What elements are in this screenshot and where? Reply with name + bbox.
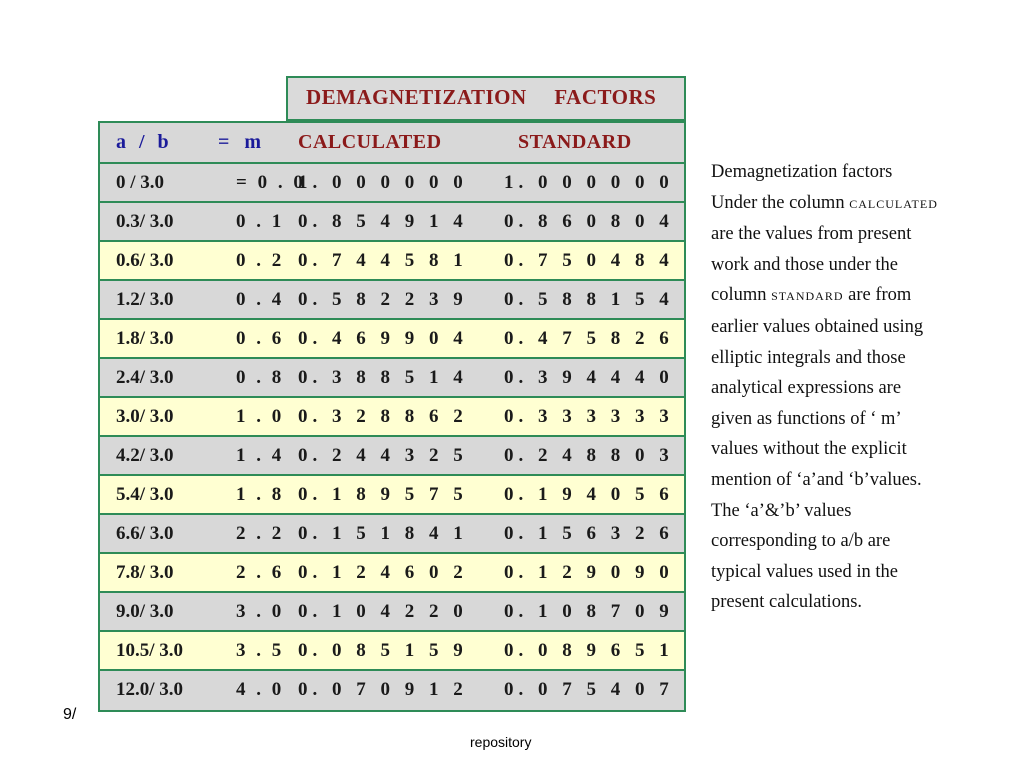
ab-cell: 2.4/ 3.0 bbox=[116, 367, 174, 388]
standard-cell: 0. 2 4 8 8 0 3 bbox=[504, 445, 674, 466]
header-m: = m bbox=[218, 131, 263, 153]
m-cell: 0 . 1 bbox=[236, 211, 285, 232]
calculated-cell: 0. 3 2 8 8 6 2 bbox=[298, 406, 468, 427]
explanation-line: are the values from present bbox=[711, 224, 912, 245]
ab-cell: 0.3/ 3.0 bbox=[116, 211, 174, 232]
explanation-line: analytical expressions are bbox=[711, 378, 902, 399]
explanation-line: earlier values obtained using bbox=[711, 316, 924, 337]
ab-cell: 0 / 3.0 bbox=[116, 172, 165, 193]
standard-cell: 0. 8 6 0 8 0 4 bbox=[504, 211, 674, 232]
calculated-cell: 0. 0 7 0 9 1 2 bbox=[298, 679, 468, 700]
explanation-fragment: Under the column bbox=[711, 192, 850, 213]
standard-cell: 0. 3 9 4 4 4 0 bbox=[504, 367, 674, 388]
table-row bbox=[100, 203, 684, 242]
m-cell: 2 . 6 bbox=[236, 562, 285, 583]
calculated-cell: 0. 4 6 9 9 0 4 bbox=[298, 328, 468, 349]
calculated-cell: 0. 1 2 4 6 0 2 bbox=[298, 562, 468, 583]
calculated-cell: 1. 0 0 0 0 0 0 bbox=[298, 172, 468, 193]
table-row bbox=[100, 242, 684, 281]
table-row bbox=[100, 398, 684, 437]
table-row bbox=[100, 437, 684, 476]
page-number: 9/ bbox=[63, 706, 77, 723]
standard-cell: 0. 1 5 6 3 2 6 bbox=[504, 523, 674, 544]
calculated-cell: 0. 0 8 5 1 5 9 bbox=[298, 640, 468, 661]
ab-cell: 6.6/ 3.0 bbox=[116, 523, 174, 544]
header-standard: STANDARD bbox=[518, 131, 632, 153]
table-row bbox=[100, 593, 684, 632]
standard-cell: 0. 0 8 9 6 5 1 bbox=[504, 640, 674, 661]
ab-cell: 9.0/ 3.0 bbox=[116, 601, 174, 622]
table-row bbox=[100, 632, 684, 671]
table-row bbox=[100, 476, 684, 515]
ab-cell: 1.2/ 3.0 bbox=[116, 289, 174, 310]
m-cell: 0 . 2 bbox=[236, 250, 285, 271]
calculated-cell: 0. 1 8 9 5 7 5 bbox=[298, 484, 468, 505]
standard-cell: 0. 0 7 5 4 0 7 bbox=[504, 679, 674, 700]
explanation-line: given as functions of ‘ m’ bbox=[711, 408, 902, 429]
calculated-term: CALCULATED bbox=[849, 196, 938, 211]
explanation-line bbox=[711, 188, 1001, 220]
standard-cell: 0. 5 8 8 1 5 4 bbox=[504, 289, 674, 310]
table-row bbox=[100, 281, 684, 320]
standard-cell: 0. 7 5 0 4 8 4 bbox=[504, 250, 674, 271]
ab-cell: 12.0/ 3.0 bbox=[116, 679, 184, 700]
m-cell: 1 . 0 bbox=[236, 406, 285, 427]
calculated-cell: 0. 7 4 4 5 8 1 bbox=[298, 250, 468, 271]
table-row bbox=[100, 320, 684, 359]
explanation-text bbox=[711, 157, 1001, 618]
m-cell: 0 . 8 bbox=[236, 367, 285, 388]
m-cell: 0 . 4 bbox=[236, 289, 285, 310]
ab-cell: 1.8/ 3.0 bbox=[116, 328, 174, 349]
table-title-box bbox=[286, 76, 686, 121]
m-cell: = 0 . 0 bbox=[236, 172, 306, 193]
table-row bbox=[100, 164, 684, 203]
calculated-cell: 0. 1 0 4 2 2 0 bbox=[298, 601, 468, 622]
table-row bbox=[100, 515, 684, 554]
explanation-line: work and those under the bbox=[711, 254, 899, 275]
m-cell: 3 . 5 bbox=[236, 640, 285, 661]
ab-cell: 7.8/ 3.0 bbox=[116, 562, 174, 583]
explanation-fragment: are from bbox=[843, 285, 912, 306]
m-cell: 1 . 4 bbox=[236, 445, 285, 466]
footer-text: repository bbox=[470, 734, 532, 750]
ab-cell: 10.5/ 3.0 bbox=[116, 640, 184, 661]
ab-cell: 4.2/ 3.0 bbox=[116, 445, 174, 466]
explanation-line: mention of ‘a’and ‘b’values. bbox=[711, 469, 922, 490]
ab-cell: 3.0/ 3.0 bbox=[116, 406, 174, 427]
standard-cell: 0. 1 0 8 7 0 9 bbox=[504, 601, 674, 622]
explanation-line: corresponding to a/b are bbox=[711, 531, 891, 552]
standard-cell: 1. 0 0 0 0 0 0 bbox=[504, 172, 674, 193]
explanation-line: typical values used in the bbox=[711, 561, 899, 582]
table-header-row bbox=[100, 123, 684, 164]
standard-term: STANDARD bbox=[771, 289, 844, 304]
table-title: DEMAGNETIZATION FACTORS bbox=[306, 85, 657, 109]
explanation-line bbox=[711, 280, 1001, 312]
table-body bbox=[100, 164, 684, 710]
standard-cell: 0. 4 7 5 8 2 6 bbox=[504, 328, 674, 349]
m-cell: 4 . 0 bbox=[236, 679, 285, 700]
ab-cell: 5.4/ 3.0 bbox=[116, 484, 174, 505]
explanation-line: Demagnetization factors bbox=[711, 162, 893, 182]
m-cell: 3 . 0 bbox=[236, 601, 285, 622]
explanation-fragment: column bbox=[711, 285, 772, 306]
m-cell: 2 . 2 bbox=[236, 523, 285, 544]
standard-cell: 0. 1 9 4 0 5 6 bbox=[504, 484, 674, 505]
calculated-cell: 0. 5 8 2 2 3 9 bbox=[298, 289, 468, 310]
demagnetization-table bbox=[98, 121, 686, 712]
table-row bbox=[100, 671, 684, 710]
table-row bbox=[100, 554, 684, 593]
explanation-line: elliptic integrals and those bbox=[711, 347, 906, 368]
header-calculated: CALCULATED bbox=[298, 131, 442, 153]
standard-cell: 0. 3 3 3 3 3 3 bbox=[504, 406, 674, 427]
calculated-cell: 0. 1 5 1 8 4 1 bbox=[298, 523, 468, 544]
calculated-cell: 0. 8 5 4 9 1 4 bbox=[298, 211, 468, 232]
calculated-cell: 0. 3 8 8 5 1 4 bbox=[298, 367, 468, 388]
m-cell: 0 . 6 bbox=[236, 328, 285, 349]
m-cell: 1 . 8 bbox=[236, 484, 285, 505]
header-ab: a / b bbox=[116, 131, 170, 153]
ab-cell: 0.6/ 3.0 bbox=[116, 250, 174, 271]
standard-cell: 0. 1 2 9 0 9 0 bbox=[504, 562, 674, 583]
calculated-cell: 0. 2 4 4 3 2 5 bbox=[298, 445, 468, 466]
explanation-line: present calculations. bbox=[711, 592, 863, 613]
explanation-line: values without the explicit bbox=[711, 439, 907, 460]
explanation-line: The ‘a’&’b’ values bbox=[711, 500, 852, 521]
table-row bbox=[100, 359, 684, 398]
